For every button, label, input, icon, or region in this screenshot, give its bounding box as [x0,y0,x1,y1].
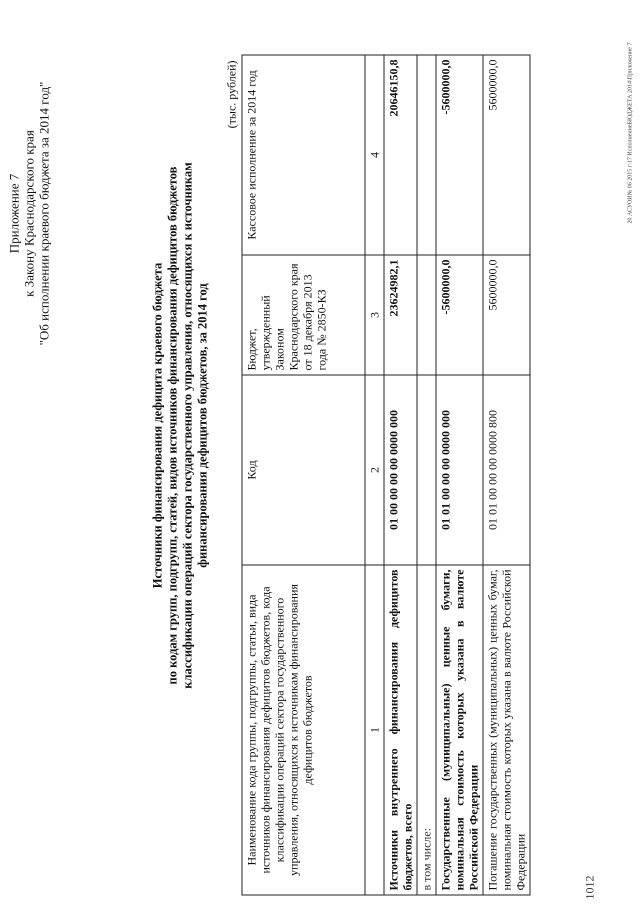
table-row [436,55,483,895]
document-title [150,145,210,705]
sources-table [241,54,530,895]
title-line-4: финансирования дефицитов бюджетов, за 2014 год [195,282,209,568]
col-number-4: 4 [365,55,384,255]
row-name: Погашение государственных (муниципальных) ценных бумаг, номинальная стоимость которых указана в валюте Российской Федерации [483,565,530,895]
row-code: 01 01 00 00 00 0000 000 [436,375,483,565]
title-line-3: классификации операций сектора государственного управления, относящихся к источникам [180,161,194,689]
row-code: 01 01 00 00 00 0000 800 [483,375,530,565]
units-label: (тыс. рублей) [224,60,238,128]
table-row [483,55,530,895]
col-number-2: 2 [365,375,384,565]
row-budget: -5600000,0 [436,255,483,375]
appendix-line-2: к Закону Краснодарского края [21,129,36,297]
header-code: Код [242,375,365,565]
row-budget: 5600000,0 [483,255,530,375]
page-number: 1012 [582,875,596,899]
title-line-1: Источники финансирования дефицита краевого бюджета [150,262,164,588]
column-number-row [365,55,384,895]
row-name: Источники внутреннего финансирования дефицитов бюджетов, всего [384,565,417,895]
header-name: Наименование кода группы, подгруппы, статьи, вида источников финансирования дефицитов бюджетов, кода классификации операций сектора государственного управления, относящихся к источникам финансирования дефицитов бюджетов [242,565,365,895]
row-name: в том числе: [417,565,436,895]
row-execution [417,55,436,255]
row-budget [417,255,436,375]
row-execution: 5600000,0 [483,55,530,255]
row-execution: 20646150,8 [384,55,417,255]
row-code [417,375,436,565]
row-name: Государственные (муниципальные) ценные бумаги, номинальная стоимость которых указана в валюте Российской Федерации [436,565,483,895]
row-code: 01 00 00 00 00 0000 000 [384,375,417,565]
appendix-line-3: "Об исполнении краевого бюджета за 2014 год" [36,81,51,345]
table-row [417,55,436,895]
col-number-3: 3 [365,255,384,375]
appendix-header [6,43,51,383]
header-budget: Бюджет, утвержденный Законом Краснодарского края от 18 декабря 2013 года № 2850-КЗ [242,255,365,375]
row-budget: 23624982,1 [384,255,417,375]
col-number-1: 1 [365,565,384,895]
header-execution: Кассовое исполнение за 2014 год [242,55,365,255]
title-line-2: по кодам групп, подгрупп, статей, видов источников финансирования дефицитов бюджетов [165,166,179,684]
appendix-line-1: Приложение 7 [6,173,21,253]
table-header-row [242,55,365,895]
file-path-note: 20 АСУОИ№ 06 2015 г\17 ИсполнениеБЮДЖЕТА 2014\Приложение 7 [627,42,633,223]
table-row [384,55,417,895]
row-execution: -5600000,0 [436,55,483,255]
